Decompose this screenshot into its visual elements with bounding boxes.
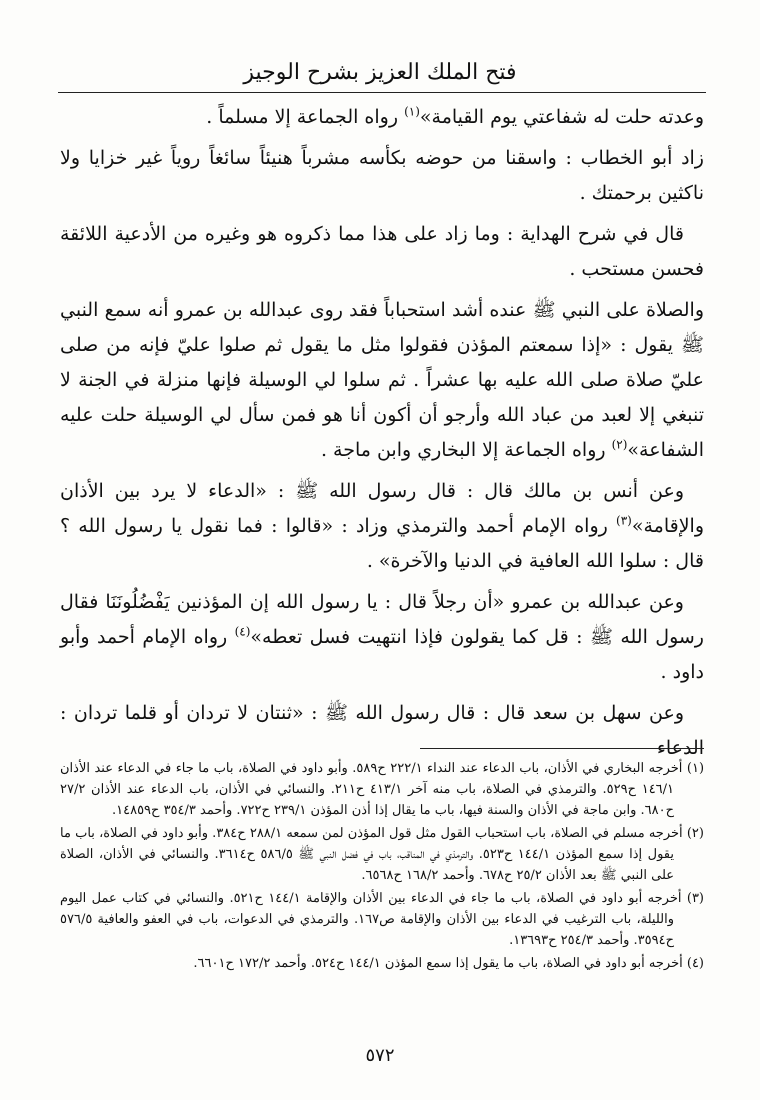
footnote-1: (١) أخرجه البخاري في الأذان، باب الدعاء عند النداء ٢٢٢/١ ح٥٨٩. وأبو داود في الصلاة، باب ما جاء في الدعاء عند الأذان ١٤٦/١ ح٥٢٩. والترمذي في الصلاة، باب منه آخر ٤١٣/١ ح٢١١. والنسائي في الأذان، باب الدعاء عند الأذان ٢٧/٢ ح٦٨٠. وابن ماجة في الأذان والسنة فيها، باب ما يقال إذا أذن المؤذن ٢٣٩/١ ح٧٢٢. وأحمد ٣٥٤/٣ ح١٤٨٥٩.: [60, 761, 705, 818]
paragraph-text: والصلاة على النبي ﷺ عنده أشد استحباباً فقد روى عبدالله بن عمرو أنه سمع النبي ﷺ يقول : «إذا سمعتم المؤذن فقولوا مثل ما يقول ثم صلوا عليّ فإنه من صلى عليّ صلاة صلى الله عليه بها عشراً . ثم سلوا لي الوسيلة فإنها منزلة في الجنة لا تنبغي إلا لعبد من عباد الله وأرجو أن أكون أنا هو فمن سأل لي الوسيلة حلت عليه الشفاعة»: [60, 299, 704, 461]
paragraph-7: [60, 696, 704, 766]
paragraph-text: زاد أبو الخطاب : واسقنا من حوضه بكأسه مشرباً هنيئاً سائغاً روياً غير خزايا ولا ناكثين برحمتك .: [60, 147, 704, 204]
paragraph-5: [60, 474, 704, 579]
paragraph-3: [60, 217, 704, 287]
footnote-ref-1[interactable]: (١): [404, 104, 420, 119]
paragraph-text: رواه الإمام أحمد والترمذي وزاد : «قالوا : فما نقول يا رسول الله ؟ قال : سلوا الله العافية في الدنيا والآخرة» .: [60, 515, 704, 572]
paragraph-text: وعن عبدالله بن عمرو «أن رجلاً قال : يا رسول الله إن المؤذنين يَفْضُلُونَنَا فقال رسول الله ﷺ : قل كما يقولون فإذا انتهيت فسل تعطه»: [60, 591, 704, 648]
footnotes: [60, 758, 704, 976]
paragraph-text: رواه الإمام أحمد وأبو داود .: [60, 626, 704, 683]
paragraph-text: رواه الجماعة إلا مسلماً .: [206, 106, 405, 128]
footnote-4: (٤) أخرجه أبو داود في الصلاة، باب ما يقول إذا سمع المؤذن ١٤٤/١ ح٥٢٤. وأحمد ١٧٢/٢ ح٦٦٠١.: [193, 956, 704, 971]
page-number: ٥٧٢: [365, 1045, 395, 1066]
paragraph-text: وعن أنس بن مالك قال : قال رسول الله ﷺ : «الدعاء لا يرد بين الأذان والإقامة»: [60, 480, 704, 537]
footnote-ref-3[interactable]: (٣): [616, 513, 632, 528]
footnote-divider: [420, 748, 704, 749]
footnote-2: (٢) أخرجه مسلم في الصلاة، باب استحباب القول مثل قول المؤذن لمن سمعه ٢٨٨/١ ح٣٨٤. وأبو داود في الصلاة، باب ما يقول إذا سمع المؤذن ١٤٤/١ ح٥٢٣. والترمذي في المناقب، باب في فضل النبي ﷺ ٥٨٦/٥ ح٣٦١٤. والنسائي في الأذان، الصلاة على النبي ﷺ بعد الأذان ٢٥/٢ ح٦٧٨. وأحمد ١٦٨/٢ ح٦٥٦٨.: [60, 826, 704, 883]
paragraph-text: قال في شرح الهداية : وما زاد على هذا مما ذكروه هو وغيره من الأدعية اللائقة فحسن مستحب .: [60, 223, 704, 280]
paragraph-4: [60, 293, 704, 468]
paragraph-text: وعدته حلت له شفاعتي يوم القيامة»: [419, 106, 704, 128]
paragraph-2: [60, 141, 704, 211]
paragraph-text: وعن سهل بن سعد قال : قال رسول الله ﷺ : «ثنتان لا تردان أو قلما تردان : الدعاء: [60, 702, 704, 759]
footnote-3: (٣) أخرجه أبو داود في الصلاة، باب ما جاء في الدعاء بين الأذان والإقامة ١٤٤/١ ح٥٢١. والنسائي في كتاب عمل اليوم والليلة، باب الترغيب في الدعاء بين الأذان والإقامة ص١٦٧. والترمذي في الدعوات، باب في العفو والعافية ٥٧٦/٥ ح٣٥٩٤. وأحمد ٢٥٤/٣ ح١٣٦٩٣.: [60, 891, 704, 948]
header-divider: [58, 92, 706, 93]
footnote-ref-4[interactable]: (٤): [234, 624, 251, 639]
paragraph-1: [60, 100, 704, 135]
running-header-title: فتح الملك العزيز بشرح الوجيز: [243, 60, 517, 85]
footnote-ref-2[interactable]: (٢): [611, 437, 628, 452]
main-text: [60, 100, 704, 772]
paragraph-6: [60, 585, 704, 690]
paragraph-text: رواه الجماعة إلا البخاري وابن ماجة .: [320, 439, 612, 461]
